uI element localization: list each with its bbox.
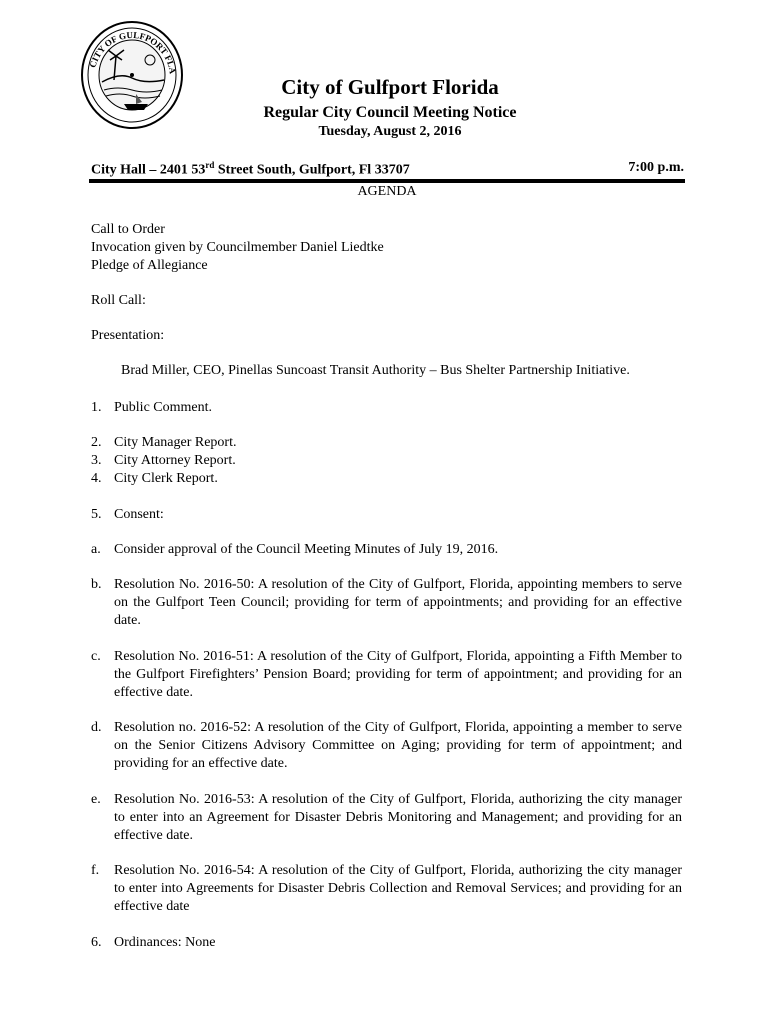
presentation-item: Brad Miller, CEO, Pinellas Suncoast Transit Authority – Bus Shelter Partnership Initiative.: [121, 363, 630, 378]
item-resolution-2016-54: Resolution No. 2016-54: A resolution of the City of Gulfport, Florida, authorizing the city manager to enter into Agreements for Disaster Debris Collection and Removal Services; and providing for an effective date: [114, 863, 682, 914]
agenda-heading: AGENDA: [357, 184, 417, 199]
item-letter: d.: [91, 720, 102, 735]
invocation: Invocation given by Councilmember Daniel Liedtke: [91, 240, 384, 255]
item-resolution-2016-50: Resolution No. 2016-50: A resolution of the City of Gulfport, Florida, appointing members to serve on the Gulfport Teen Council; providing for term of appointments; and providing for an effective date.: [114, 577, 682, 628]
item-city-clerk-report: City Clerk Report.: [114, 471, 218, 486]
item-letter: e.: [91, 792, 101, 807]
document-subtitle: Regular City Council Meeting Notice: [263, 104, 517, 121]
item-resolution-2016-52: Resolution no. 2016-52: A resolution of the City of Gulfport, Florida, appointing a member to serve on the Senior Citizens Advisory Committee on Aging; providing for term of appointment; and providing for an effective date.: [114, 720, 682, 771]
item-number: 5.: [91, 507, 102, 522]
location-prefix: City Hall – 2401 53: [91, 162, 206, 178]
item-city-manager-report: City Manager Report.: [114, 435, 237, 450]
item-consent-minutes: Consider approval of the Council Meeting Minutes of July 19, 2016.: [114, 542, 499, 557]
location-superscript: rd: [205, 160, 215, 170]
item-letter: f.: [91, 863, 100, 878]
item-letter: b.: [91, 577, 102, 592]
item-number: 1.: [91, 400, 102, 415]
pledge: Pledge of Allegiance: [91, 258, 208, 273]
meeting-location-row: [91, 160, 684, 179]
item-number: 6.: [91, 935, 102, 950]
location-rest: Street South, Gulfport, Fl 33707: [214, 162, 410, 178]
meeting-date: Tuesday, August 2, 2016: [318, 124, 462, 139]
document-title: City of Gulfport Florida: [281, 75, 499, 99]
item-resolution-2016-51: Resolution No. 2016-51: A resolution of the City of Gulfport, Florida, appointing a Fifth Member to the Gulfport Firefighters’ Pension Board; providing for term of appointment; and providing for an effective date.: [114, 649, 682, 700]
item-letter: c.: [91, 649, 101, 664]
item-number: 2.: [91, 435, 102, 450]
item-letter: a.: [91, 542, 101, 557]
presentation-label: Presentation:: [91, 328, 165, 343]
item-number: 4.: [91, 471, 102, 486]
svg-text:CITY OF GULFPORT FLA: CITY OF GULFPORT FLA: [87, 29, 178, 75]
item-ordinances: Ordinances: None: [114, 935, 216, 950]
roll-call: Roll Call:: [91, 293, 146, 308]
call-to-order: Call to Order: [91, 222, 165, 237]
item-public-comment: Public Comment.: [114, 400, 212, 415]
item-consent: Consent:: [114, 507, 164, 522]
header-divider: [89, 179, 685, 183]
meeting-time: 7:00 p.m.: [628, 160, 684, 175]
item-resolution-2016-53: Resolution No. 2016-53: A resolution of the City of Gulfport, Florida, authorizing the city manager to enter into an Agreement for Disaster Debris Monitoring and Management; and providing for an effective date.: [114, 792, 682, 843]
item-number: 3.: [91, 453, 102, 468]
item-city-attorney-report: City Attorney Report.: [114, 453, 236, 468]
